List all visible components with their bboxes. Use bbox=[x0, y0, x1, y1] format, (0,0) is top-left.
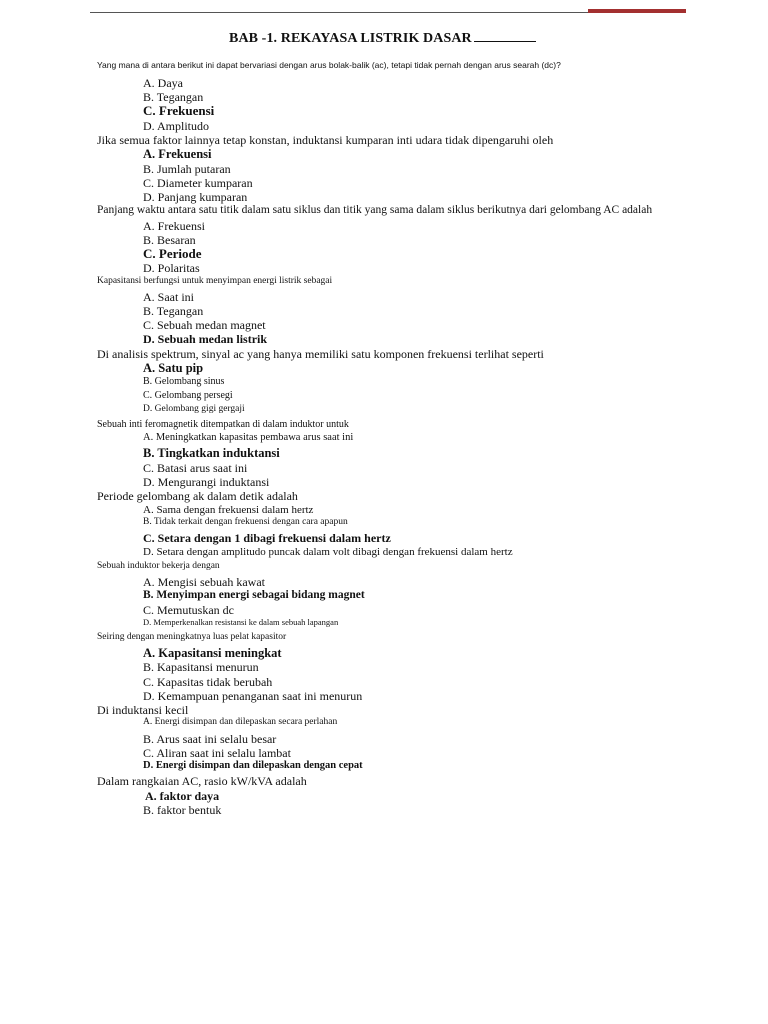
question-1: Yang mana di antara berikut ini dapat bervariasi dengan arus bolak-balik (ac), tetapi tidak pernah dengan arus searah (dc)? bbox=[97, 60, 561, 70]
option-11a-answer: A. faktor daya bbox=[145, 789, 220, 803]
option-5c: C. Gelombang persegi bbox=[143, 390, 233, 401]
option-5b: B. Gelombang sinus bbox=[143, 376, 225, 387]
option-3d: D. Polaritas bbox=[143, 261, 200, 275]
option-4d-answer: D. Sebuah medan listrik bbox=[143, 332, 268, 346]
option-3c-answer: C. Periode bbox=[143, 246, 202, 261]
question-10: Di induktansi kecil bbox=[97, 703, 189, 717]
option-1c-answer: C. Frekuensi bbox=[143, 103, 215, 118]
option-10a: A. Energi disimpan dan dilepaskan secara perlahan bbox=[143, 717, 338, 727]
option-5d: D. Gelombang gigi gergaji bbox=[143, 404, 245, 414]
question-6: Sebuah inti feromagnetik ditempatkan di dalam induktor untuk bbox=[97, 419, 349, 430]
option-1b: B. Tegangan bbox=[143, 90, 204, 104]
option-9a-answer: A. Kapasitansi meningkat bbox=[143, 646, 282, 660]
option-4b: B. Tegangan bbox=[143, 304, 204, 318]
option-8b-answer: B. Menyimpan energi sebagai bidang magnet bbox=[143, 589, 365, 601]
option-4a: A. Saat ini bbox=[143, 290, 194, 304]
option-10d-answer: D. Energi disimpan dan dilepaskan dengan cepat bbox=[143, 760, 363, 771]
option-11b: B. faktor bentuk bbox=[143, 803, 222, 817]
option-7b: B. Tidak terkait dengan frekuensi dengan cara apapun bbox=[143, 517, 348, 527]
option-10b: B. Arus saat ini selalu besar bbox=[143, 732, 277, 746]
header-accent-bar bbox=[588, 9, 686, 13]
question-7: Periode gelombang ak dalam detik adalah bbox=[97, 489, 298, 503]
option-3b: B. Besaran bbox=[143, 233, 196, 247]
question-9: Seiring dengan meningkatnya luas pelat kapasitor bbox=[97, 632, 287, 642]
page-title: BAB -1. REKAYASA LISTRIK DASAR bbox=[229, 31, 536, 47]
option-2d: D. Panjang kumparan bbox=[143, 190, 248, 204]
title-underline-blank bbox=[474, 31, 536, 42]
option-6d: D. Mengurangi induktansi bbox=[143, 475, 270, 489]
option-6c: C. Batasi arus saat ini bbox=[143, 461, 248, 475]
option-1d: D. Amplitudo bbox=[143, 119, 210, 133]
question-4: Kapasitansi berfungsi untuk menyimpan energi listrik sebagai bbox=[97, 276, 333, 286]
option-2a-answer: A. Frekuensi bbox=[143, 147, 212, 161]
option-9d: D. Kemampuan penanganan saat ini menurun bbox=[143, 689, 363, 703]
option-8d: D. Memperkenalkan resistansi ke dalam sebuah lapangan bbox=[143, 617, 339, 627]
option-4c: C. Sebuah medan magnet bbox=[143, 318, 266, 332]
option-7d: D. Setara dengan amplitudo puncak dalam volt dibagi dengan frekuensi dalam hertz bbox=[143, 546, 513, 558]
option-2b: B. Jumlah putaran bbox=[143, 162, 231, 176]
option-7a: A. Sama dengan frekuensi dalam hertz bbox=[143, 504, 314, 516]
option-2c: C. Diameter kumparan bbox=[143, 176, 253, 190]
option-8a: A. Mengisi sebuah kawat bbox=[143, 575, 265, 589]
option-1a: A. Daya bbox=[143, 76, 183, 90]
option-9b: B. Kapasitansi menurun bbox=[143, 660, 259, 674]
question-3: Panjang waktu antara satu titik dalam satu siklus dan titik yang sama dalam siklus berikutnya dari gelombang AC adalah bbox=[97, 204, 653, 216]
option-6b-answer: B. Tingkatkan induktansi bbox=[143, 446, 280, 460]
question-2: Jika semua faktor lainnya tetap konstan, induktansi kumparan inti udara tidak dipengaruhi oleh bbox=[97, 133, 554, 147]
question-5: Di analisis spektrum, sinyal ac yang hanya memiliki satu komponen frekuensi terlihat seperti bbox=[97, 347, 544, 361]
option-8c: C. Memutuskan dc bbox=[143, 603, 234, 617]
option-10c: C. Aliran saat ini selalu lambat bbox=[143, 746, 291, 760]
question-8: Sebuah induktor bekerja dengan bbox=[97, 561, 220, 571]
option-3a: A. Frekuensi bbox=[143, 219, 205, 233]
question-11: Dalam rangkaian AC, rasio kW/kVA adalah bbox=[97, 774, 307, 788]
option-7c-answer: C. Setara dengan 1 dibagi frekuensi dalam hertz bbox=[143, 531, 391, 545]
option-5a-answer: A. Satu pip bbox=[143, 361, 204, 375]
option-6a: A. Meningkatkan kapasitas pembawa arus saat ini bbox=[143, 432, 354, 443]
option-9c: C. Kapasitas tidak berubah bbox=[143, 675, 273, 689]
